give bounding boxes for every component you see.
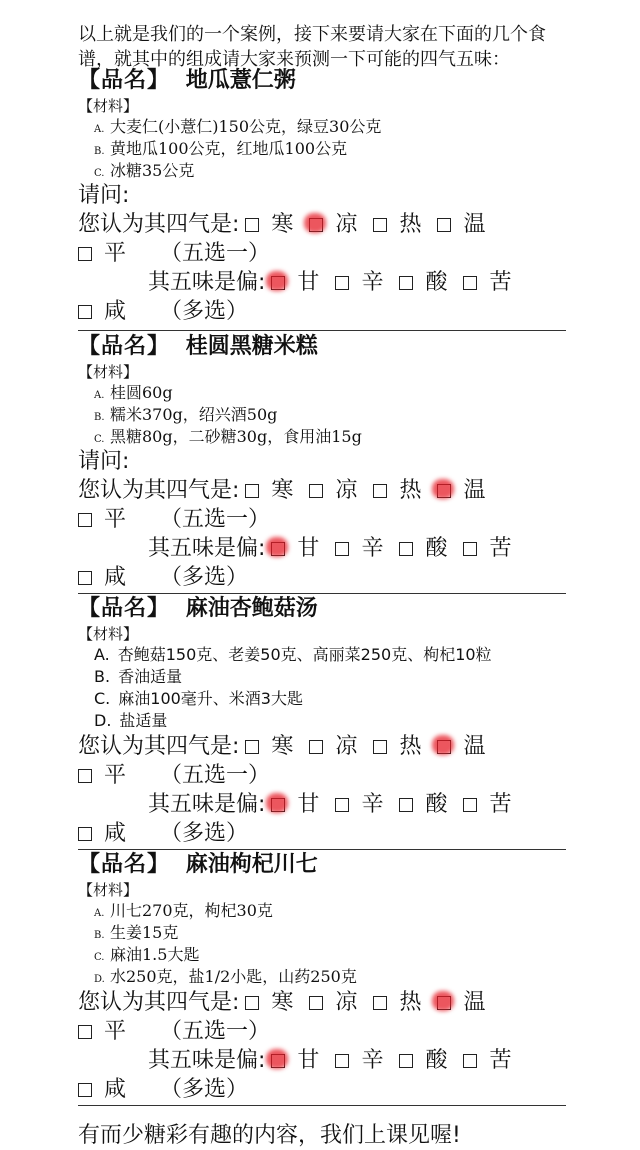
wei-option-pungent[interactable] <box>335 1046 383 1075</box>
checkbox[interactable] <box>463 542 477 556</box>
option-label: 温 <box>463 734 486 759</box>
option-label: 咸 <box>104 821 127 846</box>
four-qi-label: 您认为其四气是: <box>78 990 240 1015</box>
option-label: 苦 <box>489 792 512 817</box>
recipe-section <box>78 66 568 326</box>
wei-option-sour[interactable] <box>399 1046 447 1075</box>
ingredient-letter: B. <box>94 146 105 157</box>
ingredient-letter: B. <box>94 412 105 423</box>
wei-option-sweet[interactable] <box>271 790 319 819</box>
ingredient-item <box>78 922 568 944</box>
qi-option-cold[interactable] <box>245 210 293 239</box>
question-prompt: 请问: <box>78 449 130 474</box>
five-wei-question <box>78 1046 568 1075</box>
option-label: 辛 <box>361 1048 384 1073</box>
ingredient-letter: A. <box>94 908 105 919</box>
recipe-title <box>78 66 568 96</box>
four-qi-question-cont <box>78 1017 568 1046</box>
option-label: 咸 <box>104 1077 127 1102</box>
qi-option-cold[interactable] <box>245 732 293 761</box>
qi-option-neutral[interactable] <box>78 239 126 268</box>
ingredient-text: 黑糖80g，二砂糖30g，食用油15g <box>110 427 362 446</box>
ingredient-text: 水250克，盐1/2小匙，山药250克 <box>110 967 357 986</box>
name-bracket-label: 【品名】 <box>78 852 171 877</box>
recipe-title <box>78 594 568 624</box>
four-qi-question-cont <box>78 239 568 268</box>
option-label: 咸 <box>104 565 127 590</box>
ingredient-item <box>78 404 568 426</box>
option-label: 寒 <box>271 478 294 503</box>
checkbox[interactable] <box>78 513 92 527</box>
ingredient-text: 大麦仁(小薏仁)150公克，绿豆30公克 <box>110 117 382 136</box>
qi-option-warm[interactable] <box>437 476 485 505</box>
option-label: 寒 <box>271 734 294 759</box>
ingredient-text: 香油适量 <box>118 667 183 686</box>
checkbox[interactable] <box>399 542 413 556</box>
five-wei-question-cont <box>78 819 568 848</box>
recipe-section <box>78 850 568 1104</box>
checkbox[interactable] <box>373 996 387 1010</box>
checkbox[interactable] <box>245 218 259 232</box>
option-label: 平 <box>104 763 127 788</box>
recipe-title <box>78 332 568 362</box>
ingredient-item <box>78 966 568 988</box>
ingredient-item <box>78 644 568 666</box>
multi-select-note: （多选） <box>160 565 249 590</box>
recipe-section <box>78 332 568 592</box>
four-qi-question <box>78 732 568 761</box>
materials-label: 【材料】 <box>78 363 139 381</box>
recipe-name: 麻油杏鲍菇汤 <box>185 596 318 621</box>
five-wei-label: 其五味是偏: <box>148 1048 266 1073</box>
ingredient-letter: D. <box>94 711 112 730</box>
checkbox[interactable] <box>399 276 413 290</box>
option-label: 温 <box>463 478 486 503</box>
option-label: 凉 <box>335 478 358 503</box>
four-qi-question <box>78 988 568 1017</box>
option-label: 热 <box>399 478 422 503</box>
checkbox[interactable] <box>399 798 413 812</box>
option-label: 甘 <box>297 270 320 295</box>
ingredient-letter: A. <box>94 645 110 664</box>
choose-one-note: （五选一） <box>160 763 271 788</box>
option-label: 热 <box>399 212 422 237</box>
five-wei-question <box>78 268 568 297</box>
checkbox[interactable] <box>271 1054 285 1068</box>
qi-option-cool[interactable] <box>309 988 357 1017</box>
qi-option-cool[interactable] <box>309 476 357 505</box>
ingredient-item <box>78 138 568 160</box>
option-label: 凉 <box>335 734 358 759</box>
materials-label: 【材料】 <box>78 97 139 115</box>
wei-option-pungent[interactable] <box>335 268 383 297</box>
recipe-name: 麻油枸杞川七 <box>185 852 318 877</box>
option-label: 甘 <box>297 1048 320 1073</box>
option-label: 平 <box>104 241 127 266</box>
wei-option-sweet[interactable] <box>271 534 319 563</box>
checkbox[interactable] <box>245 996 259 1010</box>
option-label: 辛 <box>361 270 384 295</box>
ingredient-item <box>78 160 568 182</box>
option-label: 酸 <box>425 792 448 817</box>
qi-option-cold[interactable] <box>245 476 293 505</box>
wei-option-salty[interactable] <box>78 297 126 326</box>
checkbox[interactable] <box>309 996 323 1010</box>
ingredient-list <box>78 382 568 448</box>
wei-option-sweet[interactable] <box>271 1046 319 1075</box>
recipe-name: 桂圆黑糖米糕 <box>185 334 318 359</box>
ingredient-letter: C. <box>94 168 105 179</box>
ingredient-text: 生姜15克 <box>110 923 179 942</box>
checkbox[interactable] <box>78 247 92 261</box>
choose-one-note: （五选一） <box>160 1019 271 1044</box>
five-wei-label: 其五味是偏: <box>148 792 266 817</box>
qi-option-cool[interactable] <box>309 732 357 761</box>
footer-text: 有而少糖彩有趣的内容，我们上课见喔! <box>78 1123 461 1148</box>
option-label: 甘 <box>297 536 320 561</box>
ingredient-text: 桂圆60g <box>110 383 173 402</box>
wei-option-bitter[interactable] <box>463 534 511 563</box>
ingredient-item <box>78 382 568 404</box>
checkbox[interactable] <box>463 276 477 290</box>
name-bracket-label: 【品名】 <box>78 596 171 621</box>
four-qi-question-cont <box>78 761 568 790</box>
checkbox[interactable] <box>78 827 92 841</box>
qi-option-hot[interactable] <box>373 476 421 505</box>
five-wei-question <box>78 790 568 819</box>
wei-option-sour[interactable] <box>399 790 447 819</box>
checkbox[interactable] <box>437 740 451 754</box>
wei-option-bitter[interactable] <box>463 790 511 819</box>
checkbox[interactable] <box>309 740 323 754</box>
multi-select-note: （多选） <box>160 1077 249 1102</box>
checkbox[interactable] <box>335 276 349 290</box>
four-qi-label: 您认为其四气是: <box>78 212 240 237</box>
checkbox[interactable] <box>271 542 285 556</box>
ingredient-text: 麻油100毫升、米酒3大匙 <box>118 689 303 708</box>
ingredient-letter: A. <box>94 124 105 135</box>
choose-one-note: （五选一） <box>160 241 271 266</box>
materials-label: 【材料】 <box>78 625 139 643</box>
five-wei-label: 其五味是偏: <box>148 270 266 295</box>
option-label: 酸 <box>425 536 448 561</box>
ingredient-letter: C. <box>94 434 105 445</box>
checkbox[interactable] <box>309 218 323 232</box>
qi-option-neutral[interactable] <box>78 761 126 790</box>
five-wei-question <box>78 534 568 563</box>
option-label: 酸 <box>425 270 448 295</box>
wei-option-sour[interactable] <box>399 534 447 563</box>
ingredient-list <box>78 900 568 988</box>
ingredient-text: 冰糖35公克 <box>110 161 195 180</box>
ingredient-text: 黄地瓜100公克，红地瓜100公克 <box>110 139 348 158</box>
ingredient-text: 川七270克，枸杞30克 <box>110 901 273 920</box>
option-label: 辛 <box>361 792 384 817</box>
ingredient-text: 糯米370g，绍兴酒50g <box>110 405 278 424</box>
ingredient-item <box>78 688 568 710</box>
wei-option-pungent[interactable] <box>335 790 383 819</box>
checkbox[interactable] <box>437 996 451 1010</box>
checkbox[interactable] <box>78 305 92 319</box>
ingredient-item <box>78 710 568 732</box>
checkbox[interactable] <box>245 484 259 498</box>
ingredient-list <box>78 644 568 732</box>
ingredient-list <box>78 116 568 182</box>
materials-label: 【材料】 <box>78 881 139 899</box>
four-qi-question-cont <box>78 505 568 534</box>
recipe-name: 地瓜薏仁粥 <box>185 68 296 93</box>
checkbox[interactable] <box>309 484 323 498</box>
five-wei-label: 其五味是偏: <box>148 536 266 561</box>
qi-option-hot[interactable] <box>373 988 421 1017</box>
option-label: 温 <box>463 990 486 1015</box>
option-label: 苦 <box>489 270 512 295</box>
checkbox[interactable] <box>373 218 387 232</box>
option-label: 寒 <box>271 212 294 237</box>
wei-option-sour[interactable] <box>399 268 447 297</box>
qi-option-cold[interactable] <box>245 988 293 1017</box>
qi-option-neutral[interactable] <box>78 1017 126 1046</box>
checkbox[interactable] <box>78 769 92 783</box>
checkbox[interactable] <box>463 1054 477 1068</box>
choose-one-note: （五选一） <box>160 507 271 532</box>
option-label: 热 <box>399 990 422 1015</box>
section-divider <box>78 1105 566 1106</box>
multi-select-note: （多选） <box>160 299 249 324</box>
four-qi-label: 您认为其四气是: <box>78 734 240 759</box>
wei-option-salty[interactable] <box>78 1075 126 1104</box>
section-divider <box>78 330 566 331</box>
checkbox[interactable] <box>78 1083 92 1097</box>
checkbox[interactable] <box>335 1054 349 1068</box>
checkbox[interactable] <box>335 542 349 556</box>
qi-option-hot[interactable] <box>373 210 421 239</box>
ingredient-item <box>78 944 568 966</box>
wei-option-sweet[interactable] <box>271 268 319 297</box>
checkbox[interactable] <box>373 740 387 754</box>
ingredient-letter: C. <box>94 689 111 708</box>
ingredient-letter: A. <box>94 390 105 401</box>
ingredient-letter: B. <box>94 667 111 686</box>
option-label: 凉 <box>335 990 358 1015</box>
option-label: 咸 <box>104 299 127 324</box>
option-label: 酸 <box>425 1048 448 1073</box>
ingredient-item <box>78 426 568 448</box>
name-bracket-label: 【品名】 <box>78 68 171 93</box>
four-qi-label: 您认为其四气是: <box>78 478 240 503</box>
ingredient-text: 杏鲍菇150克、老姜50克、高丽菜250克、枸杞10粒 <box>117 645 492 664</box>
option-label: 苦 <box>489 536 512 561</box>
checkbox[interactable] <box>78 1025 92 1039</box>
option-label: 平 <box>104 1019 127 1044</box>
checkbox[interactable] <box>437 218 451 232</box>
wei-option-salty[interactable] <box>78 563 126 592</box>
ingredient-item <box>78 666 568 688</box>
intro-text: 以上就是我们的一个案例，接下来要请大家在下面的几个食谱，就其中的组成请大家来预测一下可能的四气五味： <box>78 24 546 70</box>
question-prompt: 请问: <box>78 183 130 208</box>
checkbox[interactable] <box>271 276 285 290</box>
qi-option-neutral[interactable] <box>78 505 126 534</box>
four-qi-question <box>78 210 568 239</box>
wei-option-salty[interactable] <box>78 819 126 848</box>
ingredient-item <box>78 900 568 922</box>
ingredient-letter: B. <box>94 930 105 941</box>
checkbox[interactable] <box>463 798 477 812</box>
checkbox[interactable] <box>335 798 349 812</box>
ingredient-item <box>78 116 568 138</box>
checkbox[interactable] <box>245 740 259 754</box>
option-label: 苦 <box>489 1048 512 1073</box>
checkbox[interactable] <box>437 484 451 498</box>
option-label: 热 <box>399 734 422 759</box>
recipe-title <box>78 850 568 880</box>
option-label: 辛 <box>361 536 384 561</box>
checkbox[interactable] <box>271 798 285 812</box>
option-label: 平 <box>104 507 127 532</box>
five-wei-question-cont <box>78 297 568 326</box>
qi-option-hot[interactable] <box>373 732 421 761</box>
option-label: 温 <box>463 212 486 237</box>
ingredient-letter: D. <box>94 974 105 985</box>
checkbox[interactable] <box>373 484 387 498</box>
checkbox[interactable] <box>78 571 92 585</box>
five-wei-question-cont <box>78 563 568 592</box>
ingredient-text: 盐适量 <box>119 711 168 730</box>
qi-option-warm[interactable] <box>437 210 485 239</box>
option-label: 凉 <box>335 212 358 237</box>
qi-option-warm[interactable] <box>437 988 485 1017</box>
multi-select-note: （多选） <box>160 821 249 846</box>
option-label: 甘 <box>297 792 320 817</box>
ingredient-letter: C. <box>94 952 105 963</box>
qi-option-warm[interactable] <box>437 732 485 761</box>
ingredient-text: 麻油1.5大匙 <box>110 945 200 964</box>
wei-option-bitter[interactable] <box>463 268 511 297</box>
five-wei-question-cont <box>78 1075 568 1104</box>
option-label: 寒 <box>271 990 294 1015</box>
wei-option-bitter[interactable] <box>463 1046 511 1075</box>
qi-option-cool[interactable] <box>309 210 357 239</box>
name-bracket-label: 【品名】 <box>78 334 171 359</box>
four-qi-question <box>78 476 568 505</box>
checkbox[interactable] <box>399 1054 413 1068</box>
wei-option-pungent[interactable] <box>335 534 383 563</box>
recipe-section <box>78 594 568 848</box>
